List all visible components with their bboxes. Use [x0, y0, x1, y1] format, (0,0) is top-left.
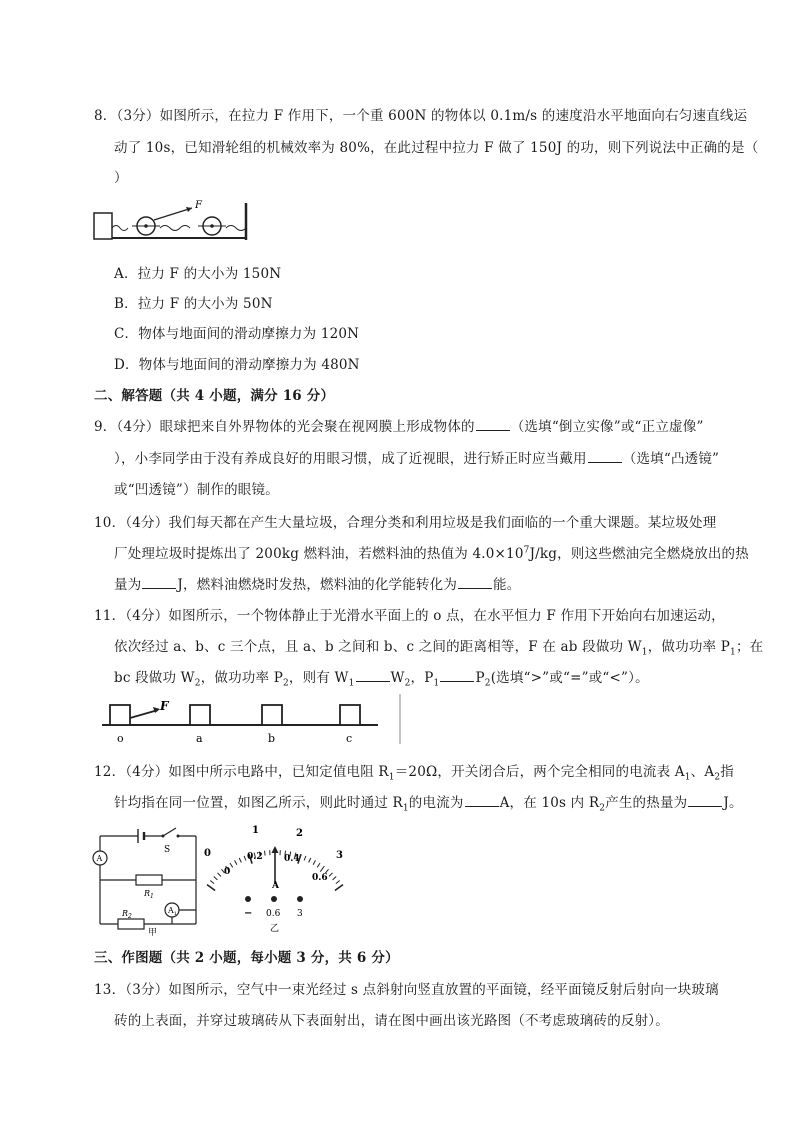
- circuit-caption: 甲: [148, 928, 158, 936]
- terminal-3: 3: [297, 909, 303, 919]
- circuit-ammeter-a1: $A_1$: [168, 906, 177, 917]
- dial-tick: [214, 877, 218, 880]
- q8-line3: ）: [114, 170, 128, 186]
- circuit-r1-label: $R_1$: [144, 889, 154, 900]
- dial-top-tick-2: 2: [296, 828, 303, 839]
- dial-tick: [329, 873, 332, 877]
- q10-line2: 厂处理垃圾时提炼出了 200kg 燃料油，若燃料油的热值为 $4.0\times 10^7J/kg$，则这些燃油完全燃烧放出的热: [114, 545, 749, 562]
- q11-line3: bc 段做功 $W_2$，做功功率 $P_2$，则有 $W_1$ $W_2$，$P_1$ $P_2$(选填“>”或“=”或“<”）。: [114, 670, 649, 689]
- q13-line2: 砖的上表面，并穿过玻璃砖从下表面射出，请在图中画出该光路图（不考虑玻璃砖的反射）。: [114, 1013, 669, 1029]
- dial-tick: [265, 851, 266, 856]
- q11-point-o: o: [117, 732, 124, 745]
- dial-top-tick-0: 0: [204, 848, 211, 859]
- q8-force-label: F: [195, 200, 202, 211]
- q11-motion-figure: [100, 692, 410, 748]
- q11-blank-1[interactable]: [356, 668, 390, 682]
- terminal-negative: −: [244, 908, 253, 919]
- q8-option-c: C．物体与地面间的滑动摩擦力为 120N: [114, 326, 360, 342]
- q8-option-a: A．拉力 F 的大小为 150N: [114, 266, 282, 282]
- q11-line2: 依次经过 a、b、c 三个点，且 a、b 之间和 b、c 之间的距离相等，F 在 ab 段做功 $W_1$，做功功率 $P_1$；在: [114, 639, 764, 658]
- dial-top-tick-1: 1: [252, 825, 259, 836]
- section-2-heading: 二、解答题（共 4 小题，满分 16 分）: [94, 388, 335, 404]
- q9-blank-2[interactable]: [588, 449, 622, 463]
- dial-top-tick-3: 3: [336, 850, 343, 861]
- q11-point-a: a: [196, 732, 203, 745]
- q10-blank-1[interactable]: [142, 575, 176, 589]
- q11-point-c: c: [346, 732, 353, 745]
- q8-line2: 动了 10s，已知滑轮组的机械效率为 80%，在此过程中拉力 F 做了 150J 的功，则下列说法中正确的是（: [114, 140, 759, 156]
- dial-tick: [309, 858, 311, 863]
- circuit-switch-label: S: [164, 845, 171, 855]
- q11-point-b: b: [268, 732, 276, 745]
- q12-circuit-figure: [92, 824, 202, 936]
- q12-blank-2[interactable]: [688, 793, 722, 807]
- dial-inner-tick-1: 0.2: [247, 852, 263, 862]
- q10-line1: 10．（4分）我们每天都在产生大量垃圾，合理分类和利用垃圾是我们面临的一个重大课题。某垃圾处理: [94, 515, 717, 531]
- q9-line2: ），小李同学由于没有养成良好的用眼习惯，成了近视眼，进行矫正时应当戴用 （选填“凸透镜”: [114, 451, 720, 467]
- dial-tick: [336, 881, 340, 884]
- dial-inner-tick-3: 0.6: [312, 873, 328, 883]
- q12-blank-1[interactable]: [465, 793, 499, 807]
- q11-line1: 11．（4分）如图所示，一个物体静止于光滑水平面上的 o 点，在水平恒力 F 作用下开始向右加速运动，: [94, 608, 725, 624]
- dial-tick: [239, 858, 241, 863]
- dial-caption: 乙: [270, 924, 280, 934]
- dial-tick: [218, 873, 221, 877]
- circuit-r2-label: $R_2$: [122, 909, 132, 920]
- q13-line1: 13．（3分）如图所示，空气中一束光经过 s 点斜射向竖直放置的平面镜，经平面镜反射后射向一块玻璃: [94, 982, 719, 998]
- dial-tick: [210, 881, 214, 884]
- dial-tick: [320, 866, 324, 872]
- q9-line1: 9．（4分）眼球把来自外界物体的光会聚在视网膜上形成物体的 （选填“倒立实像”或“正立虚像”: [94, 419, 704, 435]
- dial-tick: [335, 885, 343, 891]
- dial-tick: [207, 885, 215, 891]
- dial-unit: A: [272, 881, 279, 891]
- q11-force-label: F: [160, 699, 169, 713]
- q8-option-d: D．物体与地面间的滑动摩擦力为 480N: [114, 357, 360, 373]
- terminal-0-6: 0.6: [266, 909, 281, 919]
- dial-tick: [317, 863, 320, 867]
- q8-option-b: B．拉力 F 的大小为 50N: [114, 296, 273, 312]
- dial-tick: [333, 877, 337, 880]
- q8-line1: 8．（3分）如图所示，在拉力 F 作用下，一个重 600N 的物体以 0.1m/s 的速度沿水平地面向右匀速直线运: [94, 108, 748, 124]
- q8-pulley-figure: [92, 198, 252, 246]
- q12-line1: 12．（4分）如图中所示电路中，已知定值电阻 $R_1=20\Omega$，开关闭合后，两个完全相同的电流表 $A_1$、$A_2$指: [94, 764, 734, 783]
- q11-blank-2[interactable]: [440, 668, 474, 682]
- q10-blank-2[interactable]: [458, 575, 492, 589]
- dial-tick: [313, 860, 315, 864]
- circuit-ammeter-a: A: [96, 854, 103, 863]
- dial-tick: [235, 860, 237, 864]
- dial-tick: [244, 856, 246, 861]
- q12-line2: 针均指在同一位置，如图乙所示，则此时通过 $R_1$的电流为 A，在 10s 内 $R_2$产生的热量为 J。: [114, 795, 743, 814]
- q12-ammeter-dial: [200, 824, 360, 936]
- dial-inner-tick-2: 0.4: [284, 854, 300, 864]
- dial-tick: [230, 863, 233, 867]
- section-3-heading: 三、作图题（共 2 小题，每小题 3 分，共 6 分）: [94, 950, 399, 966]
- q9-line3: 或“凹透镜”）制作的眼镜。: [114, 482, 279, 498]
- dial-tick: [304, 856, 306, 861]
- q10-line3: 量为 J，燃料油燃烧时发热，燃料油的化学能转化为 能。: [114, 577, 521, 593]
- q9-blank-1[interactable]: [476, 417, 510, 431]
- dial-inner-tick-0: 0: [224, 867, 231, 877]
